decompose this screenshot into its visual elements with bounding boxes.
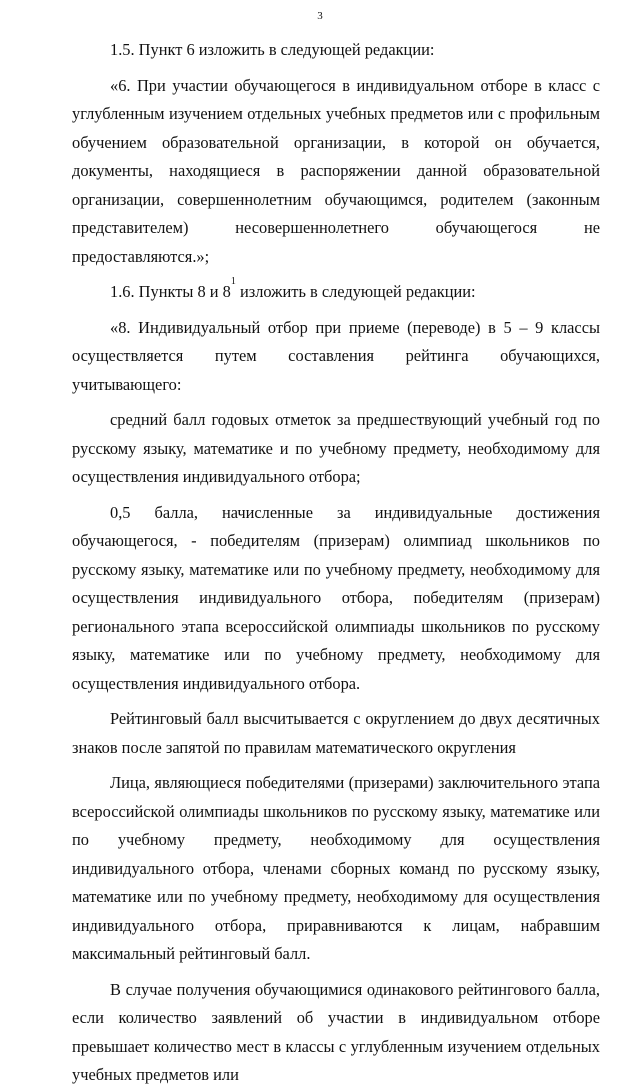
- paragraph-1-6-superscript: 1: [230, 276, 236, 287]
- paragraph-equal-rating: В случае получения обучающимися одинакового рейтингового балла, если количество заявлений об участии в индивидуальном отборе превышает количество мест в классы с углубленным изучением отдельных учебных предметов или: [72, 979, 600, 1084]
- paragraph-item-6: «6. При участии обучающегося в индивидуальном отборе в класс с углубленным изучением отдельных учебных предметов или с профильным обучением образовательной организации, в которой он обучается, документы, находящиеся в распоряжении данной образовательной организации, совершеннолетним обучающимся, родителем (законным представителем) несовершеннолетнего обучающегося не предоставляются.»;: [72, 75, 600, 266]
- page-number: 3: [317, 10, 323, 22]
- paragraph-1-6-text: 1.6. Пункты 8 и 8: [110, 282, 231, 301]
- paragraph-1-6-tail: изложить в следующей редакции:: [235, 282, 476, 301]
- paragraph-1-5: 1.5. Пункт 6 изложить в следующей редакции:: [110, 40, 435, 59]
- paragraph-rating-rounding: Рейтинговый балл высчитывается с округлением до двух десятичных знаков после запятой по правилам математического округления: [72, 709, 600, 757]
- paragraph-average-grade: средний балл годовых отметок за предшествующий учебный год по русскому языку, математике и по учебному предмету, необходимому для осуществления индивидуального отбора;: [72, 410, 600, 486]
- paragraph-item-8: «8. Индивидуальный отбор при приеме (переводе) в 5 – 9 классы осуществляется путем составления рейтинга обучающихся, учитывающего:: [72, 317, 600, 394]
- document-body: [72, 36, 600, 1090]
- paragraph-olympiad-winners: Лица, являющиеся победителями (призерами) заключительного этапа всероссийской олимпиады школьников по русскому языку, математике или по учебному предмету, необходимому для осуществления индивидуального отбора, членами сборных команд по русскому языку, математике или по учебному предмету, необходимому для осуществления индивидуального отбора, приравниваются к лицам, набравшим максимальный рейтинговый балл.: [72, 773, 600, 963]
- paragraph-1-6: [72, 278, 600, 307]
- paragraph-achievements: 0,5 балла, начисленные за индивидуальные достижения обучающегося, - победителям (призерам) олимпиад школьников по русскому языку, математике или по учебному предмету, необходимому для осуществления индивидуального отбора, победителям (призерам) регионального этапа всероссийской олимпиады школьников по русскому языку, математике или по учебному предмету, необходимому для осуществления индивидуального отбора.: [72, 502, 600, 693]
